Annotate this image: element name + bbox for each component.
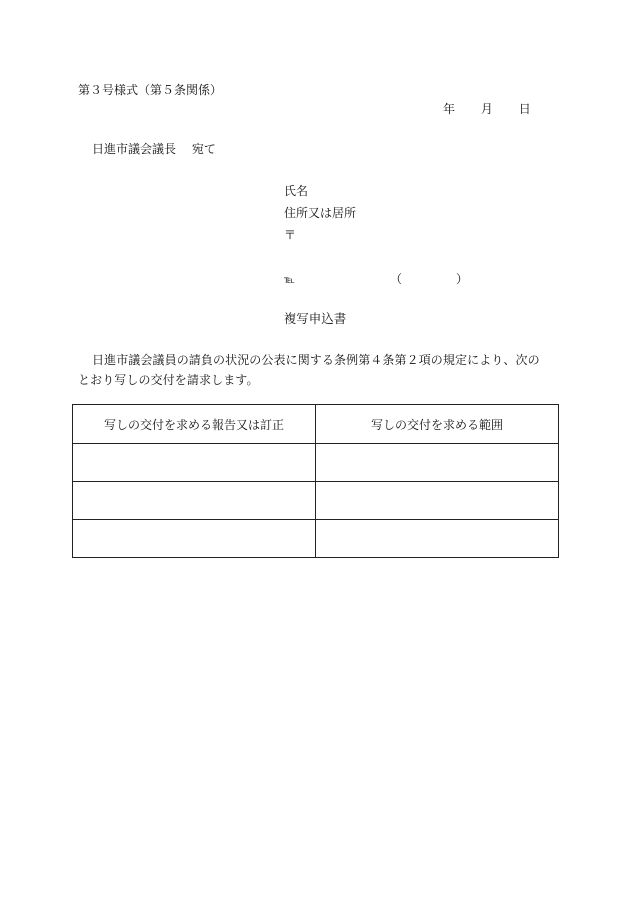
postal-mark: 〒 — [284, 228, 297, 242]
form-number: 第３号様式（第５条関係） — [78, 83, 223, 97]
applicant-name-label: 氏名 — [284, 184, 309, 198]
table-row — [73, 482, 559, 520]
date-day-label: 日 — [518, 102, 531, 116]
table-cell-scope[interactable] — [316, 444, 559, 482]
body-text: 日進市議会議員の請負の状況の公表に関する条例第４条第２項の規定により、次のとおり写しの交付を請求します。 — [78, 353, 540, 387]
table-cell-scope[interactable] — [316, 482, 559, 520]
tel-paren-open: （ — [390, 272, 403, 286]
document-title: 複写申込書 — [283, 311, 347, 326]
request-table — [72, 404, 559, 558]
date-line — [443, 102, 531, 116]
tel-paren-close: ） — [456, 272, 469, 286]
tel-label: ℡ — [284, 275, 294, 286]
addressee-title: 日進市議会議長 — [92, 142, 177, 156]
addressee-suffix: 宛て — [191, 142, 216, 156]
header-report-or-correction: 写しの交付を求める報告又は訂正 — [73, 405, 316, 444]
date-month-label: 月 — [480, 102, 493, 116]
table-row — [73, 444, 559, 482]
applicant-address-label: 住所又は居所 — [284, 206, 357, 220]
addressee — [92, 142, 216, 156]
tel-line — [284, 272, 469, 288]
date-year-label: 年 — [443, 102, 456, 116]
table-cell-report[interactable] — [73, 520, 316, 558]
table-row — [73, 520, 559, 558]
table-header-row — [73, 405, 559, 444]
table-cell-report[interactable] — [73, 444, 316, 482]
header-scope: 写しの交付を求める範囲 — [316, 405, 559, 444]
table-cell-scope[interactable] — [316, 520, 559, 558]
table-cell-report[interactable] — [73, 482, 316, 520]
